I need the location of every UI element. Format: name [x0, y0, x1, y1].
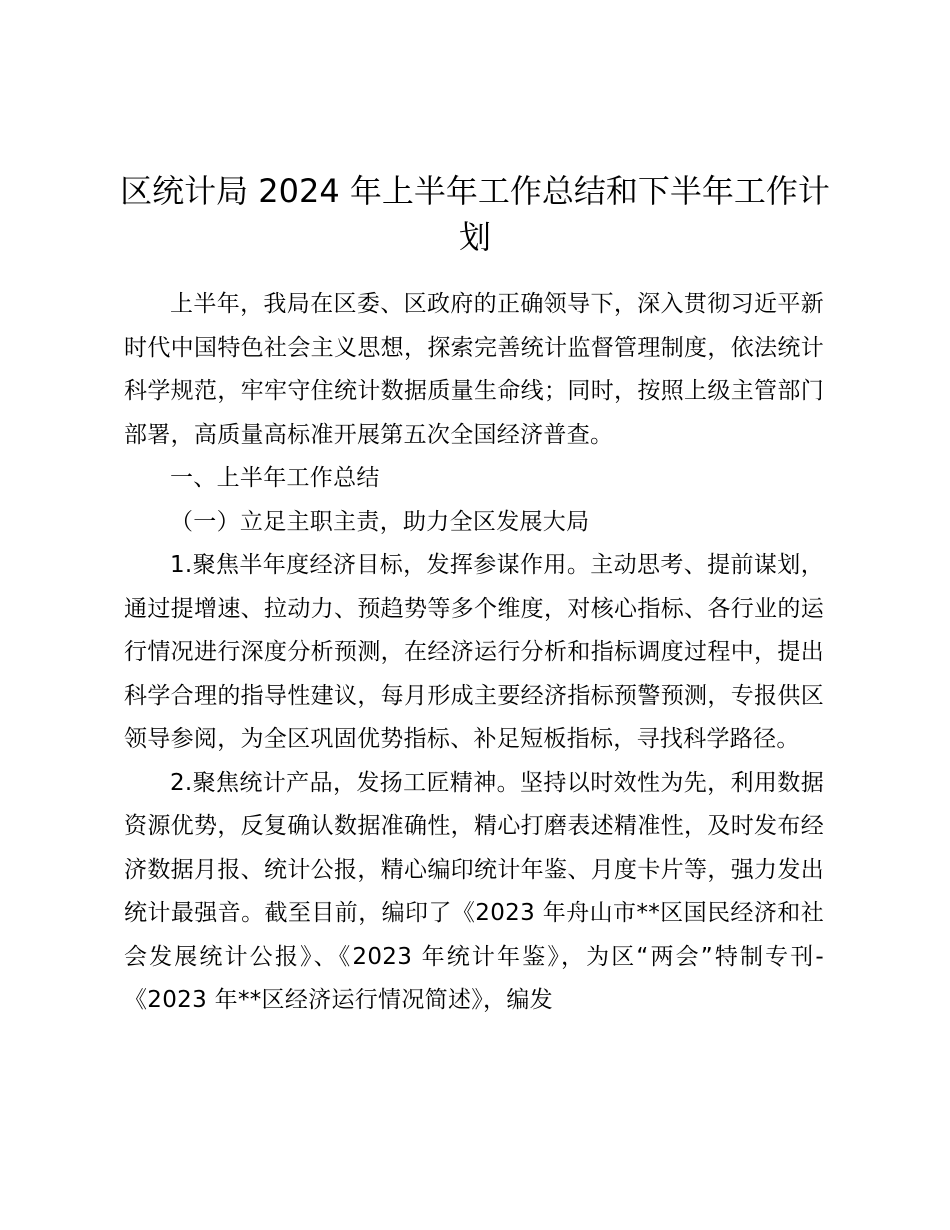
intro-paragraph: 上半年，我局在区委、区政府的正确领导下，深入贯彻习近平新时代中国特色社会主义思想，探索完善统计监督管理制度，依法统计科学规范，牢牢守住统计数据质量生命线；同时，按照上级主管部门部署，高质量高标准开展第五次全国经济普查。	[124, 291, 824, 448]
document-body	[124, 283, 824, 1023]
body-paragraph: 2.聚焦统计产品，发扬工匠精神。坚持以时效性为先，利用数据资源优势，反复确认数据准确性，精心打磨表述精准性，及时发布经济数据月报、统计公报，精心编印统计年鉴、月度卡片等，强力发出统计最强音。截至目前，编印了《2023 年舟山市**区国民经济和社会发展统计公报》、《2023 年统计年鉴》，为区“两会”特制专刊-《2023 年**区经济运行情况简述》，编发	[124, 769, 824, 1013]
section-heading: 一、上半年工作总结	[170, 465, 380, 491]
subsection-heading: （一）立足主职主责，助力全区发展大局	[170, 508, 590, 535]
document-title: 区统计局 2024 年上半年工作总结和下半年工作计划	[120, 172, 830, 256]
body-paragraph: 1.聚焦半年度经济目标，发挥参谋作用。主动思考、提前谋划，通过提增速、拉动力、预趋势等多个维度，对核心指标、各行业的运行情况进行深度分析预测，在经济运行分析和指标调度过程中，提出科学合理的指导性建议，每月形成主要经济指标预警预测，专报供区领导参阅，为全区巩固优势指标、补足短板指标，寻找科学路径。	[124, 552, 824, 752]
